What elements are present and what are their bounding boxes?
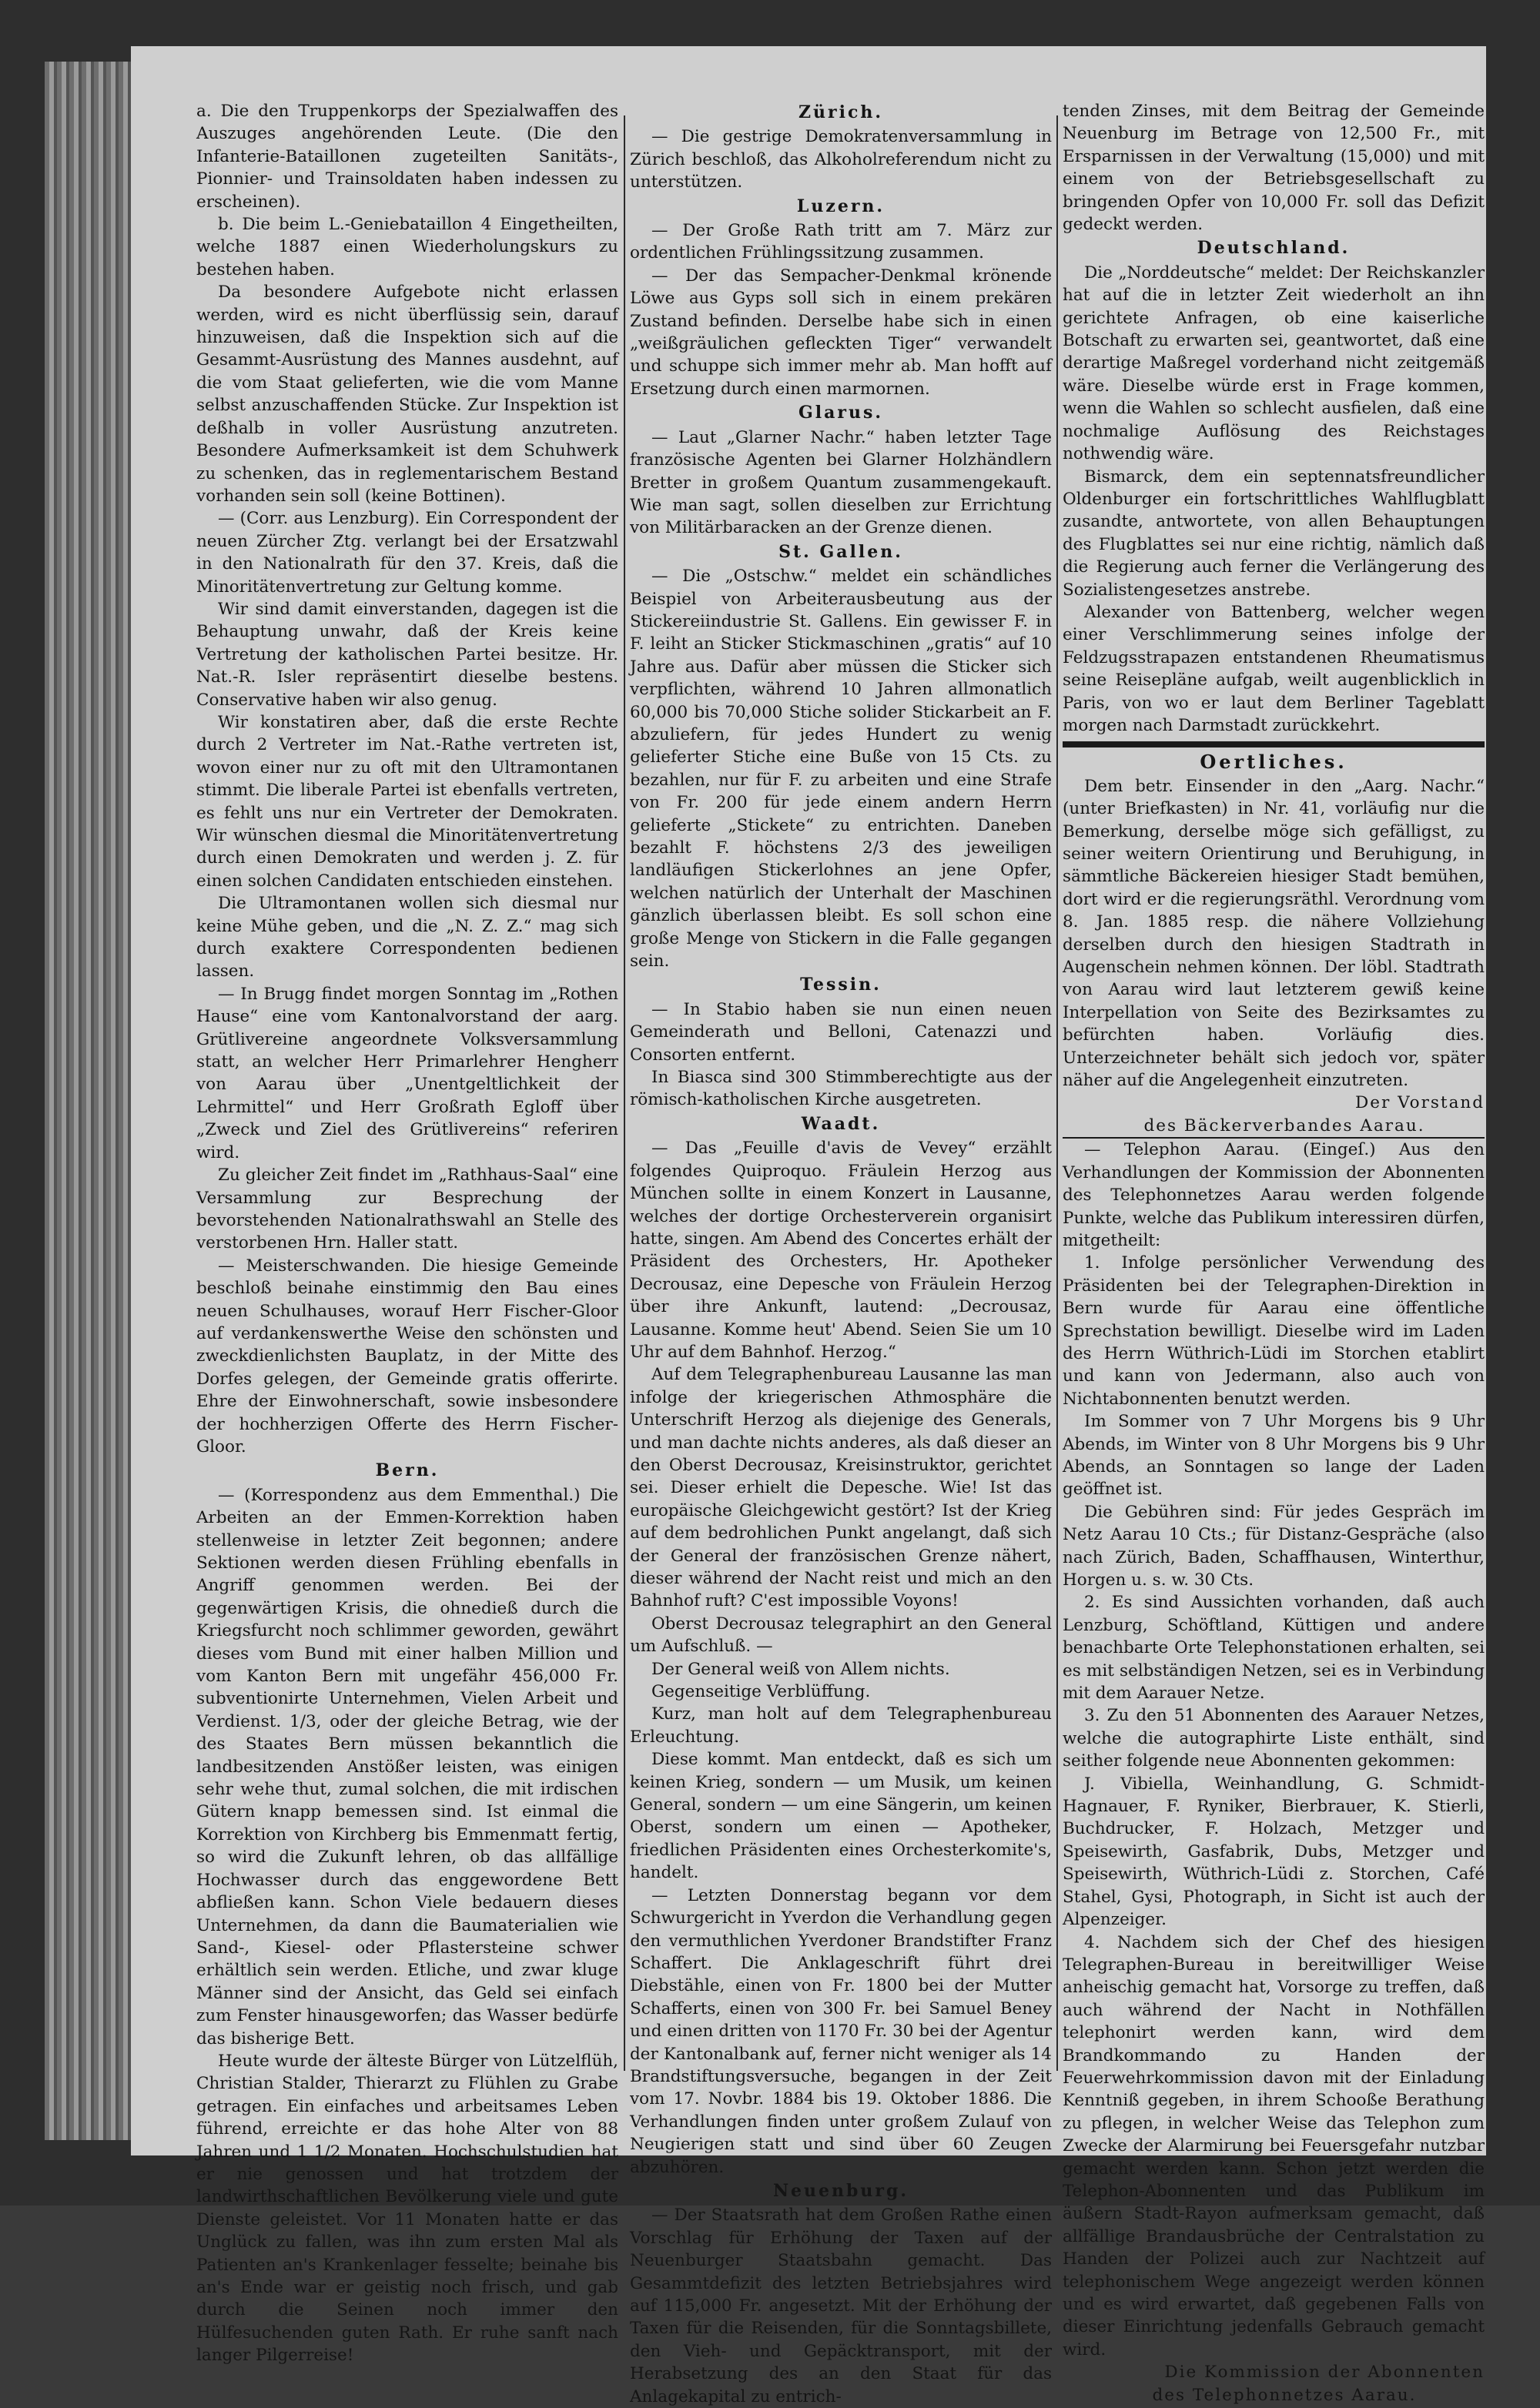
paragraph: — (Corr. aus Lenzburg). Ein Correspondent der neuen Zürcher Ztg. verlangt bei der Ersatzwahl in den Nationalrath für den 37. Kreis, daß die Minoritätenvertretung zur Geltung komme. — [196, 509, 618, 597]
paragraph: Auf dem Telegraphenbureau Lausanne las man infolge der kriegerischen Athmosphäre die Unterschrift Herzog als diejenige des Generals, und man dachte nichts anderes, als daß dieser an den Oberst Decrousaz, Kreisinstruktor, gerichtet sei. Dieser erhielt die Depesche. Wie! Ist das europäische Gleichgewicht gestört? Ist der Krieg auf dem bedrohlichen Punkt angelangt, daß sich der General der französischen Grenze nähert, dieser während der Nacht reist und mich an den Bahnhof ruft? C'est impossible Voyons! — [630, 1365, 1052, 1611]
paragraph: Zu gleicher Zeit findet im „Rathhaus-Saal“ eine Versammlung zur Besprechung der bevorstehenden Nationalrathswahl an Stelle des verstorbenen Hrn. Haller statt. — [196, 1166, 618, 1253]
paragraph: Alexander von Battenberg, welcher wegen einer Verschlimmerung seines infolge der Feldzugsstrapazen entstandenen Rheumatismus seine Reisepläne aufgab, weilt augenblicklich in Paris, von wo er laut dem Berliner Tageblatt morgen nach Darmstadt zurückkehrt. — [1063, 602, 1485, 735]
paragraph: Im Sommer von 7 Uhr Morgens bis 9 Uhr Abends, im Winter von 8 Uhr Morgens bis 9 Uhr Abends, an Sonntagen so lange der Laden geöffnet ist. — [1063, 1412, 1485, 1500]
column-1 — [196, 100, 618, 2366]
column-2 — [630, 100, 1052, 2406]
paragraph: Da besondere Aufgebote nicht erlassen werden, wird es nicht überflüssig sein, darauf hinzuweisen, daß die Inspektion sich auf die Gesammt-Ausrüstung des Mannes ausdehnt, auf die vom Staat gelieferten, wie die vom Manne selbst anzuschaffenden Stücke. Zur Inspektion ist deßhalb in voller Ausrüstung anzutreten. Besondere Aufmerksamkeit ist dem Schuhwerk zu schenken, das in reglementarischem Bestand vorhanden sein soll (keine Bottinen). — [196, 283, 618, 506]
paragraph: — Die „Ostschw.“ meldet ein schändliches Beispiel von Arbeiterausbeutung aus der Stickereiindustrie St. Gallens. Ein gewisser F. in F. leiht an Sticker Stickmaschinen „gratis“ auf 10 Jahre aus. Dafür aber müssen die Sticker sich verpflichten, während 10 Jahren allmonatlich 60,000 bis 70,000 Stiche solider Stickarbeit an F. abzuliefern, für jedes Hundert zu wenig gelieferter Stiche eine Buße von 15 Cts. zu bezahlen, nur für F. zu arbeiten und eine Strafe von Fr. 200 für jede einem andern Herrn gelieferte „Stickete“ zu entrichten. Daneben bezahlt F. höchstens 2/3 des jeweiligen landläufigen Stickerlohnes an jene Opfer, welchen natürlich der Unterhalt der Maschinen gänzlich überlassen bleibt. Es soll schon eine große Menge von Stickern in die Falle gegangen sein. — [630, 567, 1052, 972]
paragraph: 2. Es sind Aussichten vorhanden, daß auch Lenzburg, Schöftland, Küttigen und andere benachbarte Orte Telephonstationen erhalten, sei es mit selbständigen Netzen, sei es in Verbindung mit dem Aarauer Netze. — [1063, 1593, 1485, 1704]
signature-line: des Telephonnetzes Aarau. — [1152, 2385, 1417, 2405]
paragraph: Bismarck, dem ein septennatsfreundlicher Oldenburger ein fortschrittliches Wahlflugblatt zusandte, antwortete, von allen Behauptungen des Flugblattes sei nur eine richtig, nämlich daß die Regierung auch ferner die Verlängerung des Sozialistengesetzes anstrebe. — [1063, 467, 1485, 600]
column-rule-left — [624, 115, 625, 2071]
paragraph: Kurz, man holt auf dem Telegraphenbureau Erleuchtung. — [630, 1704, 1052, 1747]
column-3 — [1063, 100, 1485, 2405]
paragraph: — Der Große Rath tritt am 7. März zur ordentlichen Frühlingssitzung zusammen. — [630, 221, 1052, 263]
section-heading-tessin: Tessin. — [800, 975, 882, 995]
signature-line: Der Vorstand — [1355, 1093, 1485, 1113]
signature-line: Die Kommission der Abonnenten — [1164, 2363, 1485, 2383]
column-rule-right — [1056, 115, 1058, 2071]
paragraph: — Laut „Glarner Nachr.“ haben letzter Tage französische Agenten bei Glarner Holzhändlern Bretter in großem Quantum zusammengekauft. Wie man sagt, sollen dieselben zur Errichtung von Militärbaracken an der Grenze dienen. — [630, 427, 1052, 538]
section-heading-zuerich: Zürich. — [798, 102, 884, 122]
paragraph: — Meisterschwanden. Die hiesige Gemeinde beschloß beinahe einstimmig den Bau eines neuen Schulhauses, worauf Herr Fischer-Gloor auf verdankenswerthe Weise den schönsten und zweckdienlichsten Bauplatz, in der Mitte des Dorfes gelegen, der Gemeinde gratis offerirte. Ehre der Einwohnerschaft, sowie insbesondere der hochherzigen Offerte des Herrn Fischer-Gloor. — [196, 1256, 618, 1457]
section-heading-st-gallen: St. Gallen. — [778, 541, 903, 562]
paragraph: Heute wurde der älteste Bürger von Lützelflüh, Christian Stalder, Thierarzt zu Flühlen zu Grabe getragen. Ein einfaches und arbeitsames Leben führend, erreichte er das hohe Alter von 88 Jahren und 1 1/2 Monaten. Hochschulstudien hat er nie genossen und hat trotzdem der landwirthschaftlichen Bevölkerung viele und gute Dienste geleistet. Vor 11 Monaten hatte er das Unglück zu fallen, was ihn zum ersten Mal als Patienten an's Krankenlager fesselte; beinahe bis an's Ende war er geistig noch frisch, und gab durch die Seinen noch immer den Hülfesuchenden guten Rath. Er ruhe sanft nach langer Pilgerreise! — [196, 2051, 618, 2366]
paragraph: Oberst Decrousaz telegraphirt an den General um Aufschluß. — — [630, 1614, 1052, 1657]
paragraph: Diese kommt. Man entdeckt, daß es sich um keinen Krieg, sondern — um Musik, um keinen General, sondern — um eine Sängerin, um keinen Oberst, sondern um einen — Apotheker, friedlichen Präsidenten eines Orchesterkomite's, handelt. — [630, 1750, 1052, 1883]
section-heading-oertliches: Oertliches. — [1063, 741, 1485, 773]
section-heading-waadt: Waadt. — [801, 1113, 881, 1134]
paragraph: — Das „Feuille d'avis de Vevey“ erzählt folgendes Quiproquo. Fräulein Herzog aus München sollte in einem Konzert in Lausanne, welches der dortige Orchesterverein organisirt hatte, singen. Am Abend des Concertes erhält der Präsident des Orchesters, Hr. Apotheker Decrousaz, eine Depesche von Fräulein Herzog über ihre Ankunft, lautend: „Decrousaz, Lausanne. Komme heut' Abend. Seien Sie um 10 Uhr auf dem Bahnhof. Herzog.“ — [630, 1139, 1052, 1362]
paragraph: 3. Zu den 51 Abonnenten des Aarauer Netzes, welche die autographirte Liste enthält, sind seither folgende neue Abonnenten gekommen: — [1063, 1706, 1485, 1771]
section-heading-neuenburg: Neuenburg. — [772, 2180, 909, 2201]
paragraph: — In Brugg findet morgen Sonntag im „Rothen Hause“ eine vom Kantonalvorstand der aarg. Grütlivereine angeordnete Volksversammlung statt, an welcher Herr Primarlehrer Hengherr von Aarau über „Unentgeltlichkeit der Lehrmittel“ und Herr Großrath Egloff über „Zweck und Ziel des Grütlivereins“ referiren wird. — [196, 984, 618, 1162]
section-heading-glarus: Glarus. — [798, 403, 884, 423]
section-heading-bern: Bern. — [375, 1460, 440, 1481]
section-heading-luzern: Luzern. — [796, 196, 886, 216]
paragraph: Dem betr. Einsender in den „Aarg. Nachr.“ (unter Briefkasten) in Nr. 41, vorläufig nur die Bemerkung, derselbe möge sich gefälligst, zu seiner weitern Orientirung und Beruhigung, in sämmtliche Bäckereien hiesiger Stadt bemühen, dort wird er die regierungsräthl. Verordnung vom 8. Jan. 1885 resp. die nähere Vollziehung derselben durch den hiesigen Stadtrath in Augenschein nehmen können. Der löbl. Stadtrath von Aarau wird laut letzterem gewiß keine Interpellation von Seite des Bezirksamtes zu befürchten haben. Vorläufig dies. Unterzeichneter behält sich jedoch vor, später näher auf die Angelegenheit einzutreten. — [1063, 776, 1485, 1091]
paragraph: Die Ultramontanen wollen sich diesmal nur keine Mühe geben, und die „N. Z. Z.“ mag sich durch exaktere Correspondenten bedienen lassen. — [196, 894, 618, 982]
paragraph: — In Stabio haben sie nun einen neuen Gemeinderath und Belloni, Catenazzi und Consorten entfernt. — [630, 999, 1052, 1065]
paragraph: 4. Nachdem sich der Chef des hiesigen Telegraphen-Bureau in bereitwilliger Weise anheischig gemacht hat, Vorsorge zu treffen, daß auch während der Nacht in Nothfällen telephonirt werden kann, wird dem Brandkommando zu Handen der Feuerwehrkommission davon mit der Einladung Kenntniß gegeben, in ihrem Schooße Berathung zu pflegen, in welcher Weise das Telephon zum Zwecke der Alarmirung bei Feuersgefahr nutzbar gemacht werden kann. Schon jetzt werden die Telephon-Abonnenten und das Publikum im äußern Stadt-Rayon aufmerksam gemacht, daß allfällige Brandausbrüche der Centralstation zu Handen der Polizei auch zur Nachtzeit auf telephonischem Wege angezeigt werden können und es wird erwartet, daß gegebenen Falls von dieser Einrichtung jedenfalls Gebrauch gemacht wird. — [1063, 1932, 1485, 2360]
paragraph: Wir sind damit einverstanden, dagegen ist die Behauptung unwahr, daß der Kreis keine Vertretung der katholischen Partei besitze. Hr. Nat.-R. Isler repräsentirt dieselbe bestens. Conservative haben wir also genug. — [196, 599, 618, 710]
paragraph: — Letzten Donnerstag begann vor dem Schwurgericht in Yverdon die Verhandlung gegen den vermuthlichen Yverdoner Brandstifter Franz Schaffert. Die Anklageschrift führt drei Diebstähle, einen von Fr. 1800 bei der Mutter Schafferts, einen von 300 Fr. bei Samuel Beney und einen dritten von 1170 Fr. 30 bei der Agentur der Kantonalbank auf, ferner nicht weniger als 14 Brandstiftungsversuche, begangen in der Zeit vom 17. Novbr. 1884 bis 19. Oktober 1886. Die Verhandlungen finden unter großem Zulauf von Neugierigen statt und sind über 60 Zeugen abzuhören. — [630, 1885, 1052, 2177]
paragraph: Wir konstatiren aber, daß die erste Rechte durch 2 Vertreter im Nat.-Rathe vertreten ist, wovon einer nur zu oft mit den Ultramontanen stimmt. Die liberale Partei ist ebenfalls vertreten, es fehlt uns nur ein Vertreter der Demokraten. Wir wünschen diesmal die Minoritätenvertretung durch einen Demokraten und werden j. Z. für einen solchen Candidaten entschieden einstehen. — [196, 712, 618, 891]
paragraph: tenden Zinses, mit dem Beitrag der Gemeinde Neuenburg im Betrage von 12,500 Fr., mit Ersparnissen in der Verwaltung (15,000) und mit einem von der Betriebsgesellschaft zu bringenden Opfer von 10,000 Fr. soll das Defizit gedeckt werden. — [1063, 102, 1485, 235]
section-heading-deutschland: Deutschland. — [1197, 238, 1351, 259]
paragraph: — Der Staatsrath hat dem Großen Rathe einen Vorschlag für Erhöhung der Taxen auf der Neuenburger Staatsbahn gemacht. Das Gesammtdefizit des letzten Betriebsjahres wird auf 115,000 Fr. angesetzt. Mit der Erhöhung der Taxen für die Reisenden, für die Sonntagsbillete, den Vieh- und Gepäcktransport, mit der Herabsetzung des an den Staat für das Anlagekapital zu entrich- — [630, 2206, 1052, 2406]
paragraph: Die „Norddeutsche“ meldet: Der Reichskanzler hat auf die in letzter Zeit wiederholt an ihn gerichtete Anfragen, ob eine kaiserliche Botschaft zu erwarten sei, geantwortet, daß eine derartige Maßregel vorderhand nicht zeitgemäß wäre. Dieselbe würde erst in Frage kommen, wenn die Wahlen so schlecht ausfielen, daß eine nochmalige Auflösung des Reichstages nothwendig wäre. — [1063, 263, 1485, 464]
paragraph: J. Vibiella, Weinhandlung, G. Schmidt-Hagnauer, F. Ryniker, Bierbrauer, K. Stierli, Buchdrucker, F. Holzach, Metzger und Speisewirth, Gasfabrik, Dubs, Metzger und Speisewirth, Wüthrich-Lüdi z. Storchen, Café Stahel, Gysi, Photograph, in Sicht ist auch der Alpenzeiger. — [1063, 1774, 1485, 1930]
paragraph: — Die gestrige Demokratenversammlung in Zürich beschloß, das Alkoholreferendum nicht zu unterstützen. — [630, 127, 1052, 192]
paragraph: In Biasca sind 300 Stimmberechtigte aus der römisch-katholischen Kirche ausgetreten. — [630, 1068, 1052, 1110]
paragraph: — Telephon Aarau. (Eingeſ.) Aus den Verhandlungen der Kommission der Abonnenten des Telephonnetzes Aarau werden folgende Punkte, welche das Publikum interessiren dürfen, mitgetheilt: — [1063, 1140, 1485, 1250]
signature-line: des Bäckerverbandes Aarau. — [1063, 1115, 1485, 1139]
paragraph: Der General weiß von Allem nichts. — [651, 1659, 950, 1679]
paragraph: 1. Infolge persönlicher Verwendung des Präsidenten bei der Telegraphen-Direktion in Bern wurde für Aarau eine öffentliche Sprechstation bewilligt. Dieselbe wird im Laden des Herrn Wüthrich-Lüdi im Storchen etablirt und kann von Jedermann, also auch von Nichtabonnenten benutzt werden. — [1063, 1253, 1485, 1409]
paragraph: — (Korrespondenz aus dem Emmenthal.) Die Arbeiten an der Emmen-Korrektion haben stellenweise in letzter Zeit begonnen; andere Sektionen werden diesen Frühling ebenfalls in Angriff genommen werden. Bei der gegenwärtigen Krisis, die ohnedieß durch die Kriegsfurcht noch schlimmer geworden, gewährt dieses vom Bund mit einer halben Million und vom Kanton Bern mit ungefähr 456,000 Fr. subventionirte Unternehmen, Vielen Arbeit und Verdienst. 1/3, oder der gleiche Betrag, wie der des Staates Bern müssen bekanntlich die landbesitzenden Anstößer leisten, was einigen sehr wehe thut, zumal solchen, die mit irdischen Gütern knapp bemessen sind. Ist einmal die Korrektion von Kirchberg bis Emmenmatt fertig, so wird die Zukunft lehren, ob das allfällige Hochwasser durch das enggewordene Bett abfließen kann. Schon Viele bedauern dieses Unternehmen, da dann die Baumaterialien wie Sand-, Kiesel- oder Pflastersteine schwer erhältlich sein werden. Etliche, und zwar kluge Männer sind der Ansicht, das Geld sei einfach zum Fenster hinausgeworfen; das Wasser bedürfe das bisherige Bett. — [196, 1485, 618, 2048]
book-spine — [45, 62, 137, 2140]
paragraph: b. Die beim L.-Geniebataillon 4 Eingetheilten, welche 1887 einen Wiederholungskurs zu bestehen haben. — [196, 215, 618, 279]
paragraph: Die Gebühren sind: Für jedes Gespräch im Netz Aarau 10 Cts.; für Distanz-Gespräche (also nach Zürich, Baden, Schaffhausen, Winterthur, Horgen u. s. w. 30 Cts. — [1063, 1502, 1485, 1590]
paragraph: — Der das Sempacher-Denkmal krönende Löwe aus Gyps soll sich in einem prekären Zustand befinden. Derselbe habe sich in einen „weißgräulichen gefleckten Tiger“ verwandelt und schuppe sich immer mehr ab. Man hofft auf Ersetzung durch einen marmornen. — [630, 266, 1052, 399]
paragraph: Gegenseitige Verblüffung. — [651, 1682, 871, 1702]
paragraph: a. Die den Truppenkorps der Spezialwaffen des Auszuges angehörenden Leute. (Die den Infanterie-Bataillonen zugeteilten Sanitäts-, Pionnier- und Trainsoldaten haben indessen zu erscheinen). — [196, 102, 618, 212]
